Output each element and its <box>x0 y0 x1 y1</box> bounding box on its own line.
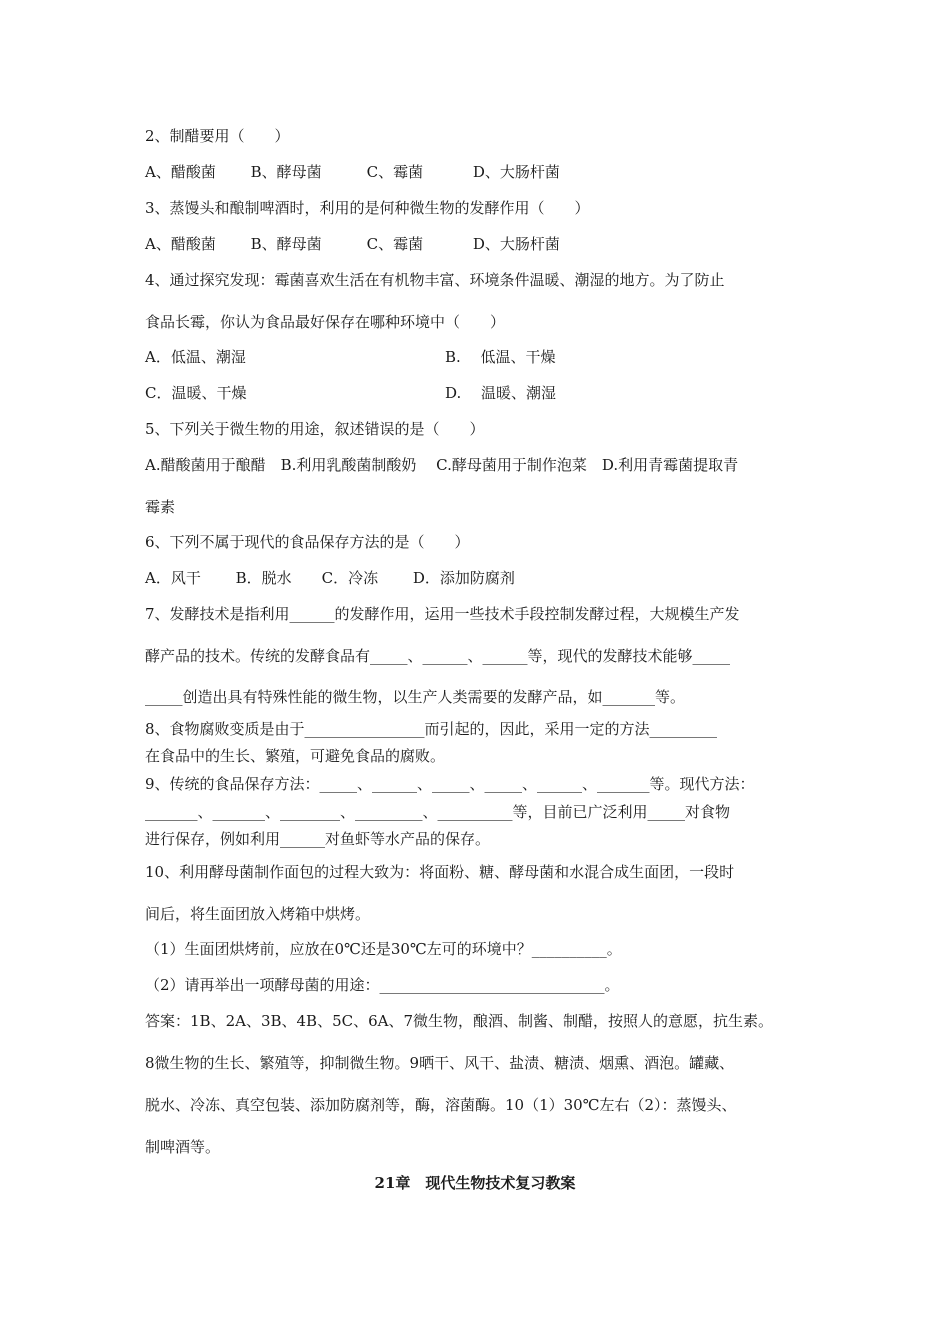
question-4-option-c: C．温暖、干燥 <box>145 384 247 402</box>
question-5-options: A.醋酸菌用于酿醋 B.利用乳酸菌制酸奶 C.酵母菌用于制作泡菜 D.利用青霉菌提取青 <box>145 456 739 474</box>
question-2: 2、制醋要用（ ） <box>145 127 290 145</box>
question-8-cont: 在食品中的生长、繁殖，可避免食品的腐败。 <box>145 747 446 765</box>
question-9-cont-2: 进行保存，例如利用______对鱼虾等水产品的保存。 <box>145 830 491 848</box>
question-6: 6、下列不属于现代的食品保存方法的是（ ） <box>145 533 470 551</box>
answer-key: 答案：1B、2A、3B、4B、5C、6A、7微生物，酿酒、制酱、制醋，按照人的意愿，抗生素。 <box>145 1012 774 1030</box>
question-3-options: A、醋酸菌 B、酵母菌 C、霉菌 D、大肠杆菌 <box>145 235 560 253</box>
question-4: 4、通过探究发现：霉菌喜欢生活在有机物丰富、环境条件温暖、潮湿的地方。为了防止 <box>145 271 725 289</box>
answer-key-cont: 8微生物的生长、繁殖等，抑制微生物。9晒干、风干、盐渍、糖渍、烟熏、酒泡。罐藏、 <box>145 1054 735 1072</box>
question-4-option-a: A．低温、潮湿 <box>145 348 246 366</box>
question-7-cont-2: _____创造出具有特殊性能的微生物，以生产人类需要的发酵产品，如_______等。 <box>145 688 686 706</box>
question-4-cont: 食品长霉，你认为食品最好保存在哪种环境中（ ） <box>145 313 506 331</box>
question-10-part-2: （2）请再举出一项酵母菌的用途：______________________________。 <box>145 976 620 994</box>
question-7-cont: 酵产品的技术。传统的发酵食品有_____、______、______等，现代的发酵技术能够_____ <box>145 647 731 665</box>
question-5-cont: 霉素 <box>145 498 176 516</box>
question-8: 8、食物腐败变质是由于________________而引起的，因此，采用一定的方法_________ <box>145 720 718 738</box>
question-5: 5、下列关于微生物的用途，叙述错误的是（ ） <box>145 420 485 438</box>
question-7: 7、发酵技术是指利用______的发酵作用，运用一些技术手段控制发酵过程，大规模生产发 <box>145 605 740 623</box>
question-9: 9、传统的食品保存方法：_____、______、_____、_____、______、_______等。现代方法： <box>145 775 755 793</box>
section-title: 21章 现代生物技术复习教案 <box>374 1174 576 1192</box>
answer-key-cont-2: 脱水、冷冻、真空包装、添加防腐剂等，酶，溶菌酶。10（1）30℃左右（2）：蒸馒头、 <box>145 1096 737 1114</box>
question-10-part-1: （1）生面团烘烤前，应放在0℃还是30℃左可的环境中？__________。 <box>145 940 622 958</box>
question-4-option-b: B. 低温、干燥 <box>445 348 556 366</box>
question-9-cont: _______、_______、________、_________、__________等，目前已广泛利用_____对食物 <box>145 803 731 821</box>
question-6-options: A．风干 B．脱水 C．冷冻 D．添加防腐剂 <box>145 569 515 587</box>
question-10-cont: 间后，将生面团放入烤箱中烘烤。 <box>145 905 371 923</box>
question-10: 10、利用酵母菌制作面包的过程大致为：将面粉、糖、酵母菌和水混合成生面团，一段时 <box>145 863 735 881</box>
question-2-options: A、醋酸菌 B、酵母菌 C、霉菌 D、大肠杆菌 <box>145 163 560 181</box>
question-3: 3、蒸馒头和酿制啤酒时，利用的是何种微生物的发酵作用（ ） <box>145 199 590 217</box>
question-4-option-d: D. 温暖、潮湿 <box>445 384 557 402</box>
answer-key-cont-3: 制啤酒等。 <box>145 1138 221 1156</box>
